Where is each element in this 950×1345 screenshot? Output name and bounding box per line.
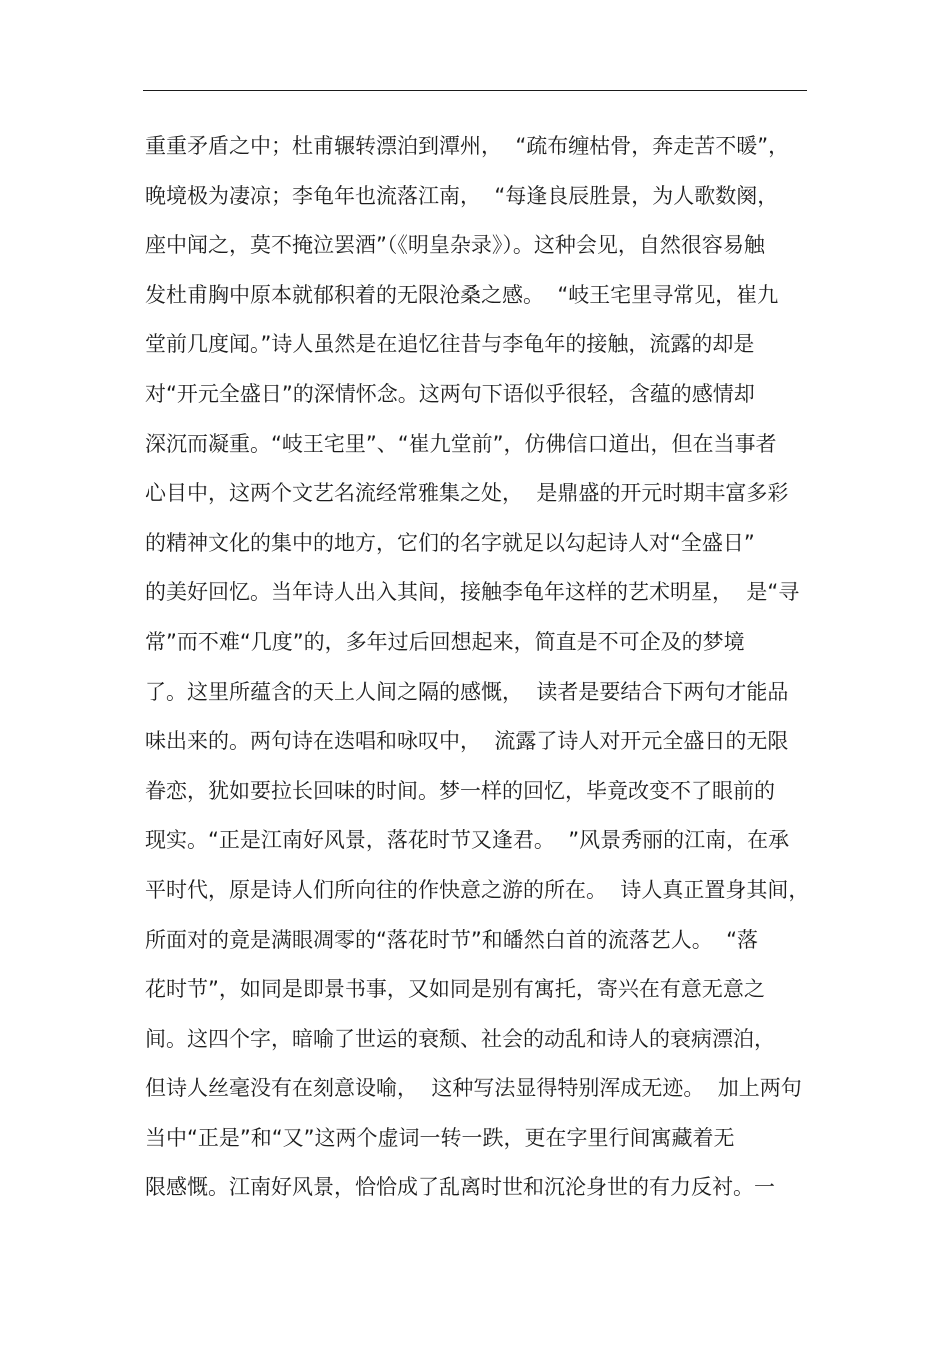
text-line: 发杜甫胸中原本就郁积着的无限沧桑之感。 “岐王宅里寻常见，崔九 — [145, 282, 779, 307]
body-text — [145, 127, 815, 1218]
text-line: 当中“正是”和“又”这两个虚词一转一跌，更在字里行间寓藏着无 — [145, 1125, 735, 1150]
text-line: 的精神文化的集中的地方，它们的名字就足以勾起诗人对“全盛日” — [145, 530, 755, 555]
text-line: 限感慨。江南好风景，恰恰成了乱离时世和沉沦身世的有力反衬。一 — [145, 1175, 775, 1200]
text-line: 味出来的。两句诗在迭唱和咏叹中， 流露了诗人对开元全盛日的无限 — [145, 729, 789, 754]
text-line: 常”而不难“几度”的，多年过后回想起来，简直是不可企及的梦境 — [145, 629, 745, 654]
text-line: 间。这四个字，暗喻了世运的衰颓、社会的动乱和诗人的衰病漂泊， — [145, 1026, 775, 1051]
text-line: 但诗人丝毫没有在刻意设喻， 这种写法显得特别浑成无迹。 加上两句 — [145, 1076, 802, 1101]
text-line: 所面对的竟是满眼凋零的“落花时节”和皤然白首的流落艺人。 “落 — [145, 927, 758, 952]
text-line: 平时代，原是诗人们所向往的作快意之游的所在。 诗人真正置身其间， — [145, 877, 810, 902]
header-rule — [143, 90, 807, 91]
text-line: 晚境极为凄凉；李龟年也流落江南， “每逢良辰胜景，为人歌数阕， — [145, 183, 779, 208]
text-line: 堂前几度闻。”诗人虽然是在追忆往昔与李龟年的接触，流露的却是 — [145, 332, 755, 357]
text-line: 座中闻之，莫不掩泣罢酒”（《明皇杂录》）。这种会见，自然很容易触 — [145, 233, 765, 258]
text-line: 对“开元全盛日”的深情怀念。这两句下语似乎很轻，含蕴的感情却 — [145, 381, 755, 406]
text-line: 花时节”，如同是即景书事，又如同是别有寓托，寄兴在有意无意之 — [145, 977, 765, 1002]
text-line: 重重矛盾之中；杜甫辗转漂泊到潭州， “疏布缠枯骨，奔走苦不暖”， — [145, 134, 790, 158]
text-line: 了。这里所蕴含的天上人间之隔的感慨， 读者是要结合下两句才能品 — [145, 679, 789, 704]
text-line: 深沉而凝重。“岐王宅里”、“崔九堂前”，仿佛信口道出，但在当事者 — [145, 431, 777, 456]
text-line: 心目中，这两个文艺名流经常雅集之处， 是鼎盛的开元时期丰富多彩 — [145, 481, 789, 506]
text-line: 眷恋，犹如要拉长回味的时间。梦一样的回忆，毕竟改变不了眼前的 — [145, 778, 775, 803]
text-line: 的美好回忆。当年诗人出入其间，接触李龟年这样的艺术明星， 是“寻 — [145, 580, 800, 605]
text-line: 现实。“正是江南好风景，落花时节又逢君。 ”风景秀丽的江南，在承 — [145, 828, 790, 853]
